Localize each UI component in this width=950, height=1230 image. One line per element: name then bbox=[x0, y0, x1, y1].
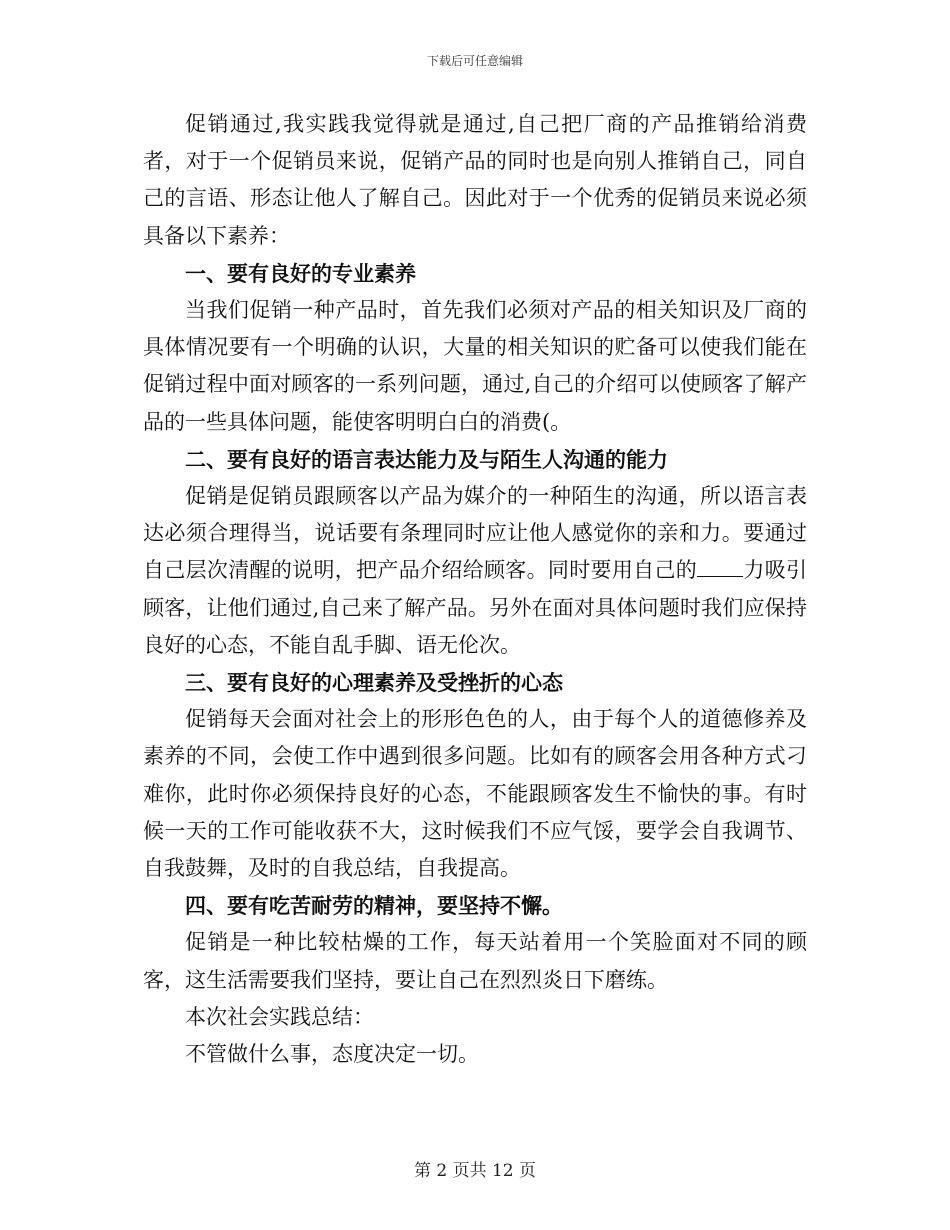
section-heading-2: 二、要有良好的语言表达能力及与陌生人沟通的能力 bbox=[185, 446, 668, 472]
section-paragraph-2-part-b: 力吸引顾客，让他们通过,自己来了解产品。另外在面对具体问题时我们应保持良好的心态，不能自乱手脚、语无伦次。 bbox=[143, 558, 808, 657]
section-heading-4: 四、要有吃苦耐劳的精神，要坚持不懈。 bbox=[185, 893, 563, 919]
section-heading-3: 三、要有良好的心理素养及受挫折的心态 bbox=[185, 670, 563, 696]
section-paragraph-2 bbox=[143, 478, 807, 664]
summary-text: 不管做什么事，态度决定一切。 bbox=[185, 1042, 479, 1067]
page-footer: 第 2 页共 12 页 bbox=[413, 1161, 537, 1181]
page-header: 下载后可任意编辑 bbox=[426, 54, 523, 68]
section-paragraph-2-part-a: 促销是促销员跟顾客以产品为媒介的一种陌生的沟通，所以语言表达必须合理得当，说话要有条理同时应让他人感觉你的亲和力。要通过自己层次清醒的说明，把产品介绍给顾客。同时要用自己的 bbox=[143, 484, 807, 583]
intro-paragraph: 促销通过,我实践我觉得就是通过,自己把厂商的产品推销给消费者，对于一个促销员来说，促销产品的同时也是向别人推销自己，同自己的言语、形态让他人了解自己。因此对于一个优秀的促销员来说必须具备以下素养： bbox=[143, 112, 807, 248]
section-paragraph-3: 促销每天会面对社会上的形形色色的人，由于每个人的道德修养及素养的不同，会使工作中遇到很多问题。比如有的顾客会用各种方式刁难你，此时你必须保持良好的心态，不能跟顾客发生不愉快的事。有时候一天的工作可能收获不大，这时候我们不应气馁，要学会自我调节、自我鼓舞，及时的自我总结，自我提高。 bbox=[143, 707, 807, 881]
summary-label: 本次社会实践总结： bbox=[185, 1004, 374, 1029]
section-paragraph-4: 促销是一种比较枯燥的工作，每天站着用一个笑脸面对不同的顾客，这生活需要我们坚持，要让自己在烈烈炎日下磨练。 bbox=[143, 930, 807, 992]
section-heading-1: 一、要有良好的专业素养 bbox=[185, 260, 416, 286]
fill-in-blank bbox=[697, 558, 743, 577]
section-paragraph-1: 当我们促销一种产品时，首先我们必须对产品的相关知识及厂商的具体情况要有一个明确的认识，大量的相关知识的贮备可以使我们能在促销过程中面对顾客的一系列问题，通过,自己的介绍可以使顾客了解产品的一些具体问题，能使客明明白白的消费(。 bbox=[143, 298, 807, 434]
document-body bbox=[143, 106, 807, 1073]
